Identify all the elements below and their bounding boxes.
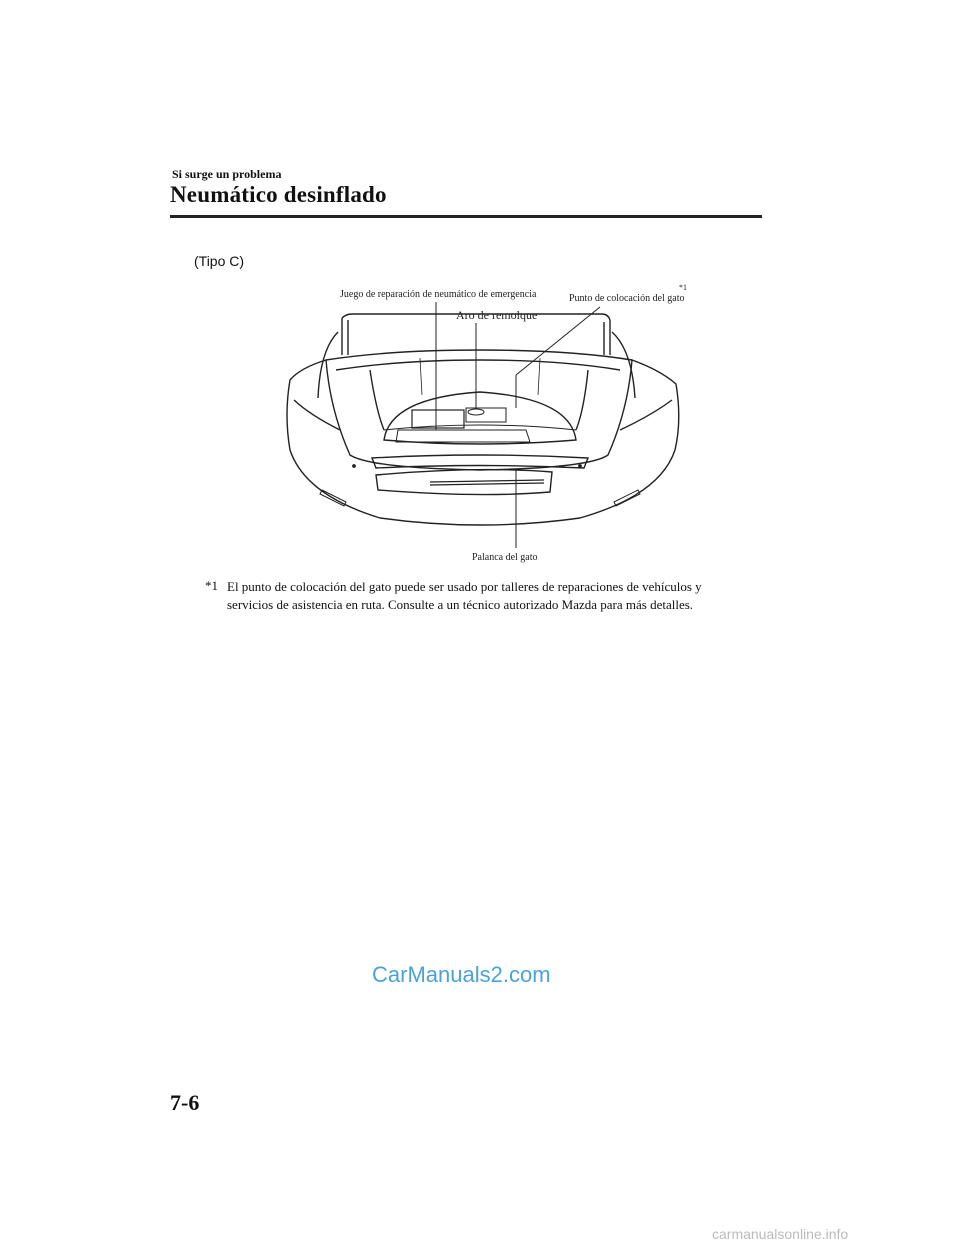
- callout-jack-point: Punto de colocación del gato: [569, 293, 685, 304]
- watermark-text: CarManuals2.com: [372, 962, 551, 987]
- site-footer: carmanualsonline.info: [712, 1226, 849, 1242]
- section-heading: Si surge un problema: [172, 167, 282, 181]
- callout-jack-lever: Palanca del gato: [472, 552, 538, 563]
- callout-jack-point-mark: *1: [679, 283, 687, 292]
- callout-tow-ring: Aro de remolque: [456, 308, 538, 322]
- title-rule: [170, 215, 762, 218]
- trunk-drawing: [287, 302, 679, 548]
- type-label: (Tipo C): [194, 253, 245, 269]
- page-title: Neumático desinflado: [170, 182, 387, 207]
- callout-repair-kit: Juego de reparación de neumático de emergencia: [340, 289, 537, 300]
- trunk-illustration: [280, 280, 700, 570]
- page-number: 7-6: [170, 1090, 200, 1115]
- footnote-mark: *1: [205, 578, 218, 593]
- footnote-text: El punto de colocación del gato puede ser usado por talleres de reparaciones de vehículos y servicios de asistencia en ruta. Consulte a un técnico autorizado Mazda para más detalles.: [227, 579, 702, 612]
